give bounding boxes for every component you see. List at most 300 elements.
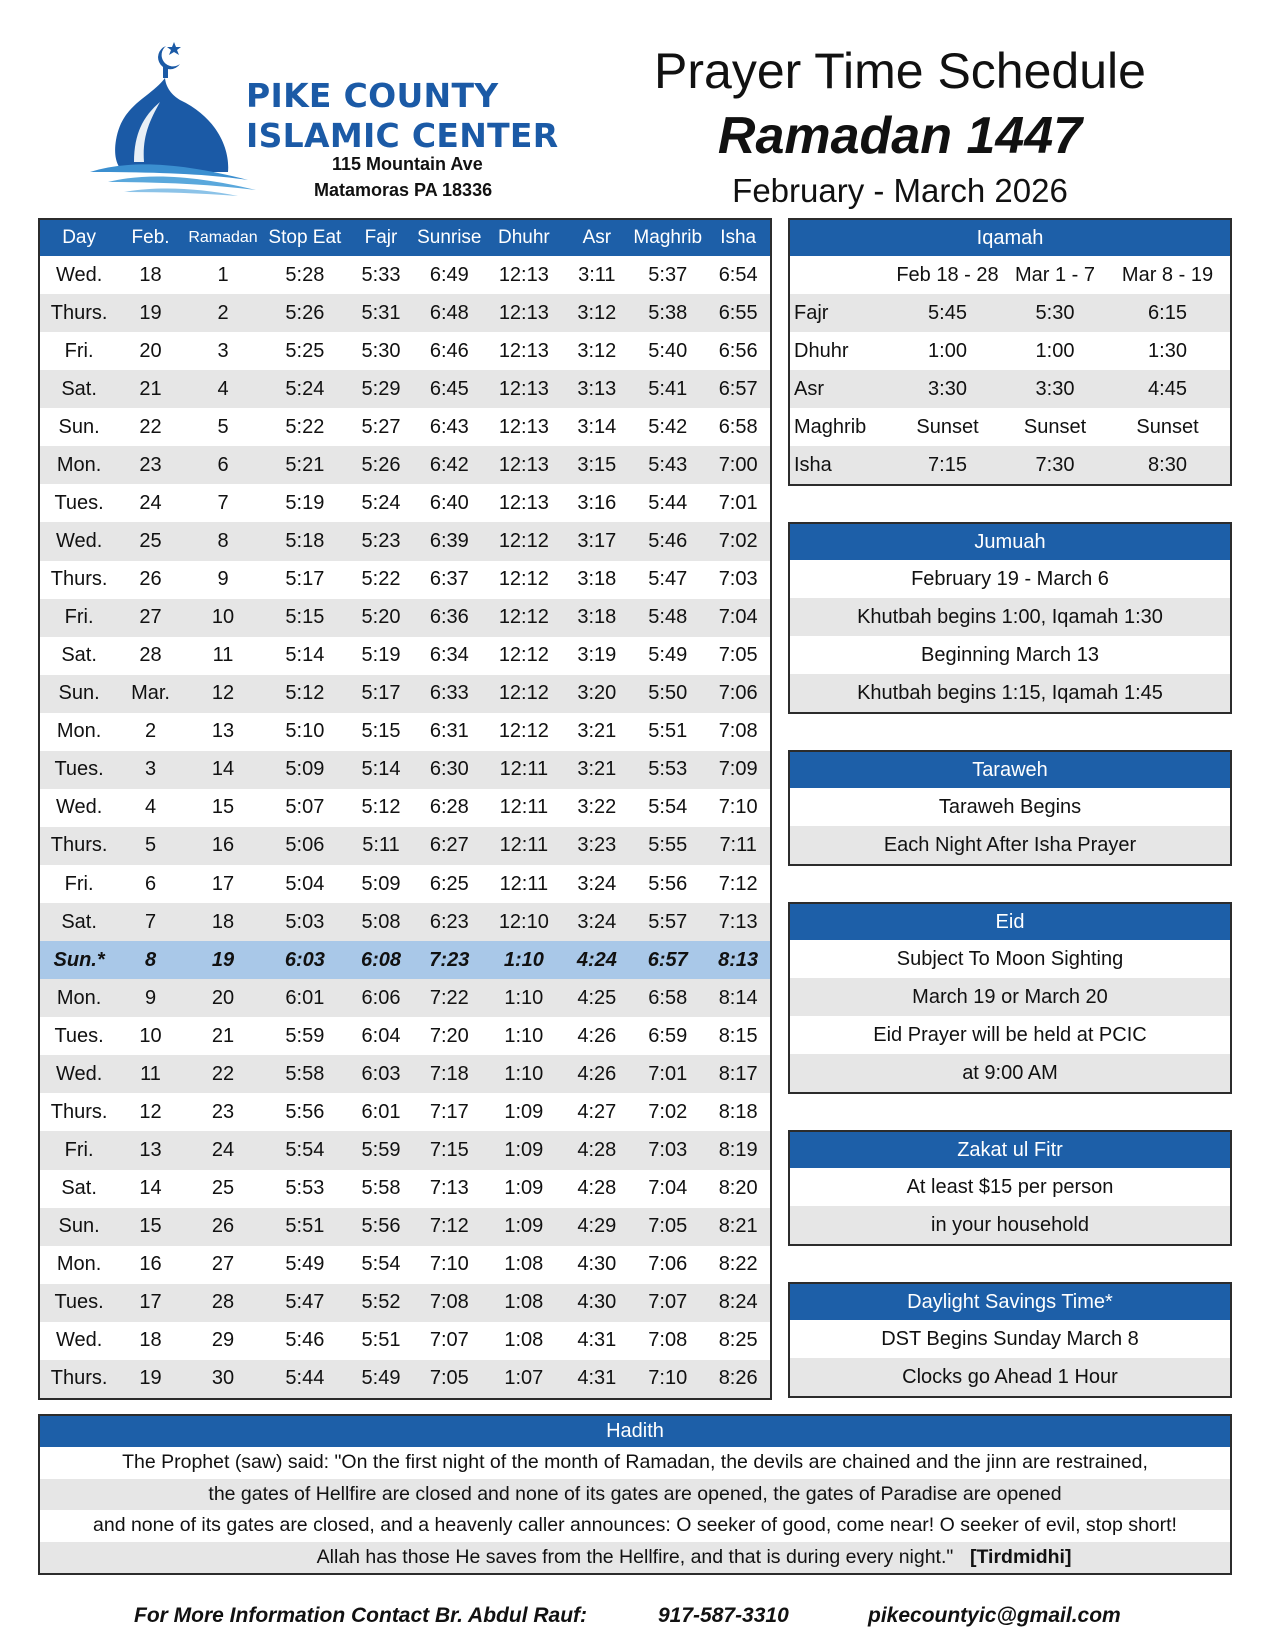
iqamah-row — [790, 370, 1230, 408]
footer-phone[interactable]: 917-587-3310 — [658, 1604, 789, 1627]
table-cell: Sat. — [61, 644, 97, 667]
table-cell: 6:03 — [263, 941, 346, 979]
zakat-line: in your household — [790, 1206, 1230, 1244]
table-cell: 4:29 — [565, 1208, 630, 1246]
table-cell: 5:51 — [648, 720, 688, 743]
table-cell: 12 — [183, 675, 263, 713]
table-cell: 12:11 — [483, 751, 564, 789]
table-cell: 5:28 — [285, 263, 325, 286]
table-cell: 5:49 — [347, 1360, 416, 1398]
iqamah-period: Feb 18 - 28 — [896, 263, 999, 286]
eid-line: at 9:00 AM — [790, 1054, 1230, 1092]
table-cell: 5:26 — [263, 294, 346, 332]
dst-title: Daylight Savings Time* — [790, 1284, 1230, 1320]
table-cell: 6:54 — [718, 263, 758, 286]
table-cell: 26 — [183, 1208, 263, 1246]
table-cell: 7:10 — [429, 1253, 469, 1276]
table-cell: 6:03 — [347, 1055, 416, 1093]
table-cell: 6:59 — [648, 1024, 688, 1047]
hadith-box — [38, 1414, 1232, 1575]
table-cell: 7:01 — [629, 1055, 706, 1093]
table-cell: 16 — [183, 827, 263, 865]
iqamah-prayer-label: Isha — [790, 446, 890, 484]
table-cell: 5:50 — [629, 675, 706, 713]
table-cell: 7:05 — [415, 1360, 483, 1398]
table-cell: 3:14 — [577, 415, 617, 438]
table-cell: 5:04 — [285, 872, 325, 895]
table-cell: 7:08 — [415, 1284, 483, 1322]
table-cell: 18 — [183, 903, 263, 941]
table-cell: 12 — [139, 1100, 162, 1123]
page-subtitle: Ramadan 1447 — [717, 107, 1083, 165]
table-cell: 2 — [183, 294, 263, 332]
table-cell: 5:26 — [347, 446, 416, 484]
table-cell: 8:19 — [706, 1131, 770, 1169]
jumuah-title: Jumuah — [790, 524, 1230, 560]
table-cell: 5:30 — [361, 339, 401, 362]
table-cell: Thurs. — [50, 1100, 108, 1123]
table-cell: 4:26 — [577, 1024, 617, 1047]
table-cell: 7 — [118, 903, 183, 941]
table-row — [40, 1284, 770, 1322]
iqamah-time: 5:30 — [1005, 294, 1105, 332]
table-cell: 7:07 — [629, 1284, 706, 1322]
table-cell: 6 — [183, 446, 263, 484]
table-cell: 6:49 — [429, 263, 469, 286]
table-cell: 5:11 — [347, 827, 416, 865]
table-cell: Thurs. — [50, 568, 108, 591]
table-cell: 17 — [118, 1284, 183, 1322]
table-cell: 3:19 — [577, 644, 617, 667]
column-header: Day — [40, 220, 118, 256]
table-cell: 6:48 — [415, 294, 483, 332]
table-cell: 4:25 — [565, 979, 630, 1017]
table-cell: 6:01 — [361, 1100, 401, 1123]
table-cell: 6:31 — [429, 720, 469, 743]
table-cell: 1:10 — [483, 979, 564, 1017]
table-cell: 5:55 — [629, 827, 706, 865]
table-cell: 8:24 — [706, 1284, 770, 1322]
table-cell: 3:17 — [565, 522, 630, 560]
table-row — [40, 1322, 770, 1360]
table-cell: 5:27 — [361, 415, 401, 438]
table-cell: 1:08 — [504, 1329, 544, 1352]
iqamah-row — [790, 332, 1230, 370]
iqamah-time: 5:45 — [890, 294, 1005, 332]
table-cell: Fri. — [64, 339, 94, 362]
table-cell: 12:13 — [498, 491, 549, 514]
table-row — [40, 522, 770, 560]
table-row — [40, 446, 770, 484]
table-cell: 4:24 — [565, 941, 630, 979]
iqamah-time: 7:15 — [890, 446, 1005, 484]
table-cell: 15 — [118, 1208, 183, 1246]
table-cell: 6:42 — [415, 446, 483, 484]
table-cell: 22 — [183, 1055, 263, 1093]
taraweh-title: Taraweh — [790, 752, 1230, 788]
table-cell: 5:22 — [361, 568, 401, 591]
table-cell: 15 — [211, 796, 235, 819]
table-cell: 8:21 — [706, 1208, 770, 1246]
table-row — [40, 1055, 770, 1093]
table-cell: 24 — [183, 1131, 263, 1169]
table-cell: 3 — [217, 339, 229, 362]
table-cell: 1:09 — [504, 1177, 544, 1200]
table-cell: 12:13 — [498, 339, 549, 362]
table-cell: 28 — [139, 644, 162, 667]
iqamah-time: 1:00 — [928, 339, 967, 362]
table-cell: 7:03 — [629, 1131, 706, 1169]
table-cell: 5:49 — [285, 1253, 325, 1276]
table-cell: 7:06 — [648, 1253, 688, 1276]
table-cell: 4:31 — [565, 1360, 630, 1398]
table-cell: 21 — [211, 1024, 235, 1047]
dst-box — [788, 1282, 1232, 1398]
table-cell: 6:27 — [415, 827, 483, 865]
date-range: February - March 2026 — [732, 172, 1068, 209]
table-cell: 23 — [211, 1100, 235, 1123]
table-cell: 5:25 — [285, 339, 325, 362]
table-cell: 7:10 — [629, 1360, 706, 1398]
table-cell: 14 — [139, 1177, 162, 1200]
table-cell: 7:04 — [706, 599, 770, 637]
table-cell: 12:12 — [483, 675, 564, 713]
table-row — [40, 484, 770, 522]
table-cell: 1:09 — [483, 1131, 564, 1169]
table-cell: 19 — [118, 294, 183, 332]
table-cell: 6:04 — [361, 1024, 401, 1047]
table-cell: 5 — [118, 827, 183, 865]
table-cell: 5:54 — [361, 1253, 401, 1276]
iqamah-period-row — [790, 256, 1230, 294]
table-cell: 3:21 — [577, 720, 617, 743]
table-cell: 3:15 — [565, 446, 630, 484]
table-cell: 7:01 — [718, 491, 758, 514]
org-address-line1: 115 Mountain Ave — [332, 154, 483, 174]
table-row — [40, 332, 770, 370]
iqamah-row — [790, 294, 1230, 332]
table-cell: 1:08 — [504, 1253, 544, 1276]
table-cell: 10 — [139, 1024, 162, 1047]
table-cell: 5:12 — [361, 796, 401, 819]
table-cell: 19 — [183, 941, 263, 979]
table-row — [40, 789, 770, 827]
table-cell: 8:17 — [706, 1055, 770, 1093]
table-cell: 7:10 — [718, 796, 758, 819]
table-cell: Thurs. — [40, 1360, 118, 1398]
hadith-line: The Prophet (saw) said: "On the first night of the month of Ramadan, the devils are chained and the jinn are restrained, — [122, 1451, 1148, 1473]
table-cell: 5:12 — [263, 675, 346, 713]
table-cell: 1:10 — [483, 941, 564, 979]
table-row — [40, 827, 770, 865]
table-cell: 16 — [139, 1253, 162, 1276]
table-cell: 8 — [183, 522, 263, 560]
table-cell: 5:17 — [285, 568, 325, 591]
table-cell: 6:39 — [415, 522, 483, 560]
table-cell: 3:21 — [565, 751, 630, 789]
table-cell: 12:13 — [498, 263, 549, 286]
table-cell: 5:54 — [648, 796, 688, 819]
table-cell: 5:21 — [263, 446, 346, 484]
table-cell: 5:07 — [285, 796, 325, 819]
table-cell: 18 — [139, 263, 162, 286]
table-cell: 3:20 — [565, 675, 630, 713]
table-cell: 4:28 — [565, 1131, 630, 1169]
table-cell: 3:18 — [565, 599, 630, 637]
page-title: Prayer Time Schedule — [654, 43, 1146, 99]
table-cell: Wed. — [55, 1329, 103, 1352]
table-cell: 12:13 — [498, 415, 549, 438]
table-cell: Sat. — [40, 370, 118, 408]
eid-box — [788, 902, 1232, 1094]
table-cell: 3:12 — [577, 339, 617, 362]
table-cell: Sun. — [58, 415, 100, 438]
table-cell: 7:13 — [429, 1177, 469, 1200]
table-cell: 6:43 — [429, 415, 469, 438]
hadith-last-line — [40, 1542, 1230, 1574]
table-cell: 8:26 — [706, 1360, 770, 1398]
table-cell: 5:52 — [347, 1284, 416, 1322]
table-cell: 5 — [217, 415, 229, 438]
table-cell: 6:01 — [263, 979, 346, 1017]
table-row — [40, 408, 770, 446]
iqamah-box — [788, 218, 1232, 486]
table-cell: 6:08 — [347, 941, 416, 979]
iqamah-row — [790, 408, 1230, 446]
table-cell: 5:58 — [263, 1055, 346, 1093]
table-row — [40, 865, 770, 903]
table-cell: 5:51 — [263, 1208, 346, 1246]
dst-line: DST Begins Sunday March 8 — [881, 1328, 1139, 1350]
table-cell: 5:49 — [648, 644, 688, 667]
table-cell: 3:22 — [577, 796, 617, 819]
table-cell: 3:13 — [565, 370, 630, 408]
table-cell: 4:26 — [565, 1055, 630, 1093]
table-cell: 3:16 — [577, 491, 617, 514]
table-cell: 26 — [139, 568, 162, 591]
table-cell: 18 — [139, 1329, 162, 1352]
hadith-line: the gates of Hellfire are closed and none of its gates are opened, the gates of Paradise are opened — [40, 1479, 1230, 1511]
table-row — [40, 713, 770, 751]
table-cell: 3 — [118, 751, 183, 789]
table-cell: 5:22 — [285, 415, 325, 438]
table-cell: 13 — [211, 720, 235, 743]
table-cell: Mar. — [118, 675, 183, 713]
table-row — [40, 1360, 770, 1398]
table-cell: 5:29 — [347, 370, 416, 408]
table-cell: 3:24 — [565, 903, 630, 941]
table-row — [40, 561, 770, 599]
table-cell: Tues. — [40, 751, 118, 789]
table-cell: 14 — [183, 751, 263, 789]
table-cell: Tues. — [54, 491, 104, 514]
table-cell: 5:44 — [263, 1360, 346, 1398]
table-cell: 4:31 — [577, 1329, 617, 1352]
table-cell: 5:57 — [629, 903, 706, 941]
table-cell: 13 — [118, 1131, 183, 1169]
table-cell: 12:12 — [498, 720, 549, 743]
table-row — [40, 1131, 770, 1169]
jumuah-line: Beginning March 13 — [921, 644, 1099, 666]
column-header: Maghrib — [629, 220, 706, 256]
table-cell: 7:13 — [706, 903, 770, 941]
eid-title: Eid — [790, 904, 1230, 940]
table-cell: 5:17 — [347, 675, 416, 713]
dst-line: Clocks go Ahead 1 Hour — [790, 1358, 1230, 1396]
table-cell: 5:06 — [263, 827, 346, 865]
table-cell: 5:14 — [347, 751, 416, 789]
table-cell: 8 — [118, 941, 183, 979]
table-cell: 5:54 — [263, 1131, 346, 1169]
table-cell: 6:25 — [429, 872, 469, 895]
table-row — [40, 1093, 770, 1131]
org-name-line2: ISLAMIC CENTER — [246, 116, 559, 155]
table-cell: 12:11 — [483, 827, 564, 865]
table-cell: 5:03 — [263, 903, 346, 941]
table-cell: 7:17 — [429, 1100, 469, 1123]
table-cell: Mon. — [56, 720, 102, 743]
table-cell: 3:11 — [578, 263, 616, 286]
table-cell: 1:09 — [483, 1208, 564, 1246]
table-cell: 5:15 — [361, 720, 401, 743]
eid-line: March 19 or March 20 — [790, 978, 1230, 1016]
table-cell: 1 — [217, 263, 229, 286]
table-cell: 10 — [183, 599, 263, 637]
table-row — [40, 751, 770, 789]
jumuah-line: Khutbah begins 1:00, Iqamah 1:30 — [790, 598, 1230, 636]
table-cell: 4:30 — [577, 1253, 617, 1276]
table-cell: Mon. — [56, 1253, 102, 1276]
table-cell: 7:03 — [718, 568, 758, 591]
iqamah-prayer-label: Dhuhr — [794, 339, 849, 362]
table-cell: 8:13 — [706, 941, 770, 979]
table-cell: 5:59 — [285, 1024, 325, 1047]
table-cell: 6:45 — [415, 370, 483, 408]
table-cell: 5:53 — [285, 1177, 325, 1200]
table-cell: 7:02 — [648, 1100, 688, 1123]
table-cell: 23 — [118, 446, 183, 484]
table-cell: Wed. — [55, 796, 103, 819]
table-cell: 7:05 — [718, 644, 758, 667]
iqamah-time: Sunset — [1023, 415, 1087, 438]
table-cell: 5:10 — [285, 720, 325, 743]
table-cell: 7:12 — [718, 872, 758, 895]
table-cell: 5:56 — [347, 1208, 416, 1246]
table-cell: 5:44 — [648, 491, 688, 514]
table-cell: 25 — [211, 1177, 235, 1200]
table-cell: 5:47 — [648, 568, 688, 591]
table-cell: 5:19 — [361, 644, 401, 667]
table-cell: 11 — [212, 644, 234, 667]
table-cell: 6:58 — [718, 415, 758, 438]
table-cell: 4:28 — [577, 1177, 617, 1200]
mosque-dome-icon — [88, 40, 258, 200]
footer-contact: For More Information Contact Br. Abdul Rauf: — [134, 1604, 588, 1627]
table-cell: 27 — [211, 1253, 235, 1276]
iqamah-period: Mar 8 - 19 — [1121, 263, 1214, 286]
table-cell: 5:53 — [629, 751, 706, 789]
taraweh-box — [788, 750, 1232, 866]
table-cell: 5:20 — [347, 599, 416, 637]
table-cell: 11 — [118, 1055, 183, 1093]
table-row — [40, 294, 770, 332]
table-cell: 24 — [139, 491, 162, 514]
iqamah-time: Sunset — [1136, 415, 1199, 438]
footer-email[interactable]: pikecountyic@gmail.com — [868, 1604, 1121, 1627]
table-cell: 7:04 — [648, 1177, 688, 1200]
table-cell: 1:09 — [504, 1100, 544, 1123]
column-header: Stop Eat — [263, 220, 346, 256]
iqamah-blank-cell — [790, 256, 890, 294]
jumuah-line: February 19 - March 6 — [911, 568, 1109, 590]
iqamah-title: Iqamah — [790, 220, 1230, 256]
table-cell: 5:19 — [285, 491, 325, 514]
table-cell: 8:18 — [718, 1100, 758, 1123]
table-cell: 6:55 — [706, 294, 770, 332]
table-cell: 9 — [118, 979, 183, 1017]
table-cell: 5:56 — [648, 872, 688, 895]
table-cell: 12:13 — [483, 370, 564, 408]
schedule-header-row — [40, 220, 770, 256]
table-cell: 7:15 — [415, 1131, 483, 1169]
table-cell: Sun. — [40, 675, 118, 713]
table-cell: 1:10 — [483, 1055, 564, 1093]
table-cell: 5:31 — [347, 294, 416, 332]
table-cell: Thurs. — [40, 827, 118, 865]
table-row — [40, 903, 770, 941]
table-cell: 7:02 — [706, 522, 770, 560]
table-cell: 12:12 — [498, 568, 549, 591]
table-cell: 12:13 — [483, 294, 564, 332]
table-cell: 5:09 — [263, 751, 346, 789]
table-cell: 8:22 — [718, 1253, 758, 1276]
table-cell: Thurs. — [40, 294, 118, 332]
column-header: Asr — [565, 220, 630, 256]
table-cell: 5:18 — [263, 522, 346, 560]
zakat-box — [788, 1130, 1232, 1246]
jumuah-box — [788, 522, 1232, 714]
iqamah-prayer-label: Fajr — [790, 294, 890, 332]
table-cell: 6:06 — [347, 979, 416, 1017]
table-row — [40, 1170, 770, 1208]
table-cell: 3:24 — [577, 872, 617, 895]
table-row — [40, 1246, 770, 1284]
table-cell: Sun. — [40, 1208, 118, 1246]
table-cell: 6 — [144, 872, 157, 895]
hadith-line: and none of its gates are closed, and a heavenly caller announces: O seeker of good, come near! O seeker of evil, stop short! — [93, 1514, 1177, 1536]
table-cell: 4:27 — [577, 1100, 617, 1123]
table-cell: 3:23 — [565, 827, 630, 865]
iqamah-time: Sunset — [916, 415, 979, 438]
table-row — [40, 599, 770, 637]
table-cell: 7:09 — [706, 751, 770, 789]
table-cell: Sat. — [61, 1177, 97, 1200]
table-cell: 1:08 — [483, 1284, 564, 1322]
column-header: Ramadan — [183, 220, 263, 256]
table-cell: 12:11 — [499, 872, 549, 895]
org-name-line1: PIKE COUNTY — [246, 76, 499, 115]
taraweh-line: Each Night After Isha Prayer — [790, 826, 1230, 864]
column-header: Isha — [706, 220, 770, 256]
table-cell: Mon. — [40, 979, 118, 1017]
jumuah-line: Khutbah begins 1:15, Iqamah 1:45 — [790, 674, 1230, 712]
table-cell: 8:25 — [718, 1329, 758, 1352]
table-cell: 1:10 — [504, 1024, 544, 1047]
iqamah-time: 4:45 — [1105, 370, 1230, 408]
table-cell: 12:12 — [498, 644, 549, 667]
table-cell: 6:46 — [429, 339, 469, 362]
table-cell: 7:12 — [415, 1208, 483, 1246]
